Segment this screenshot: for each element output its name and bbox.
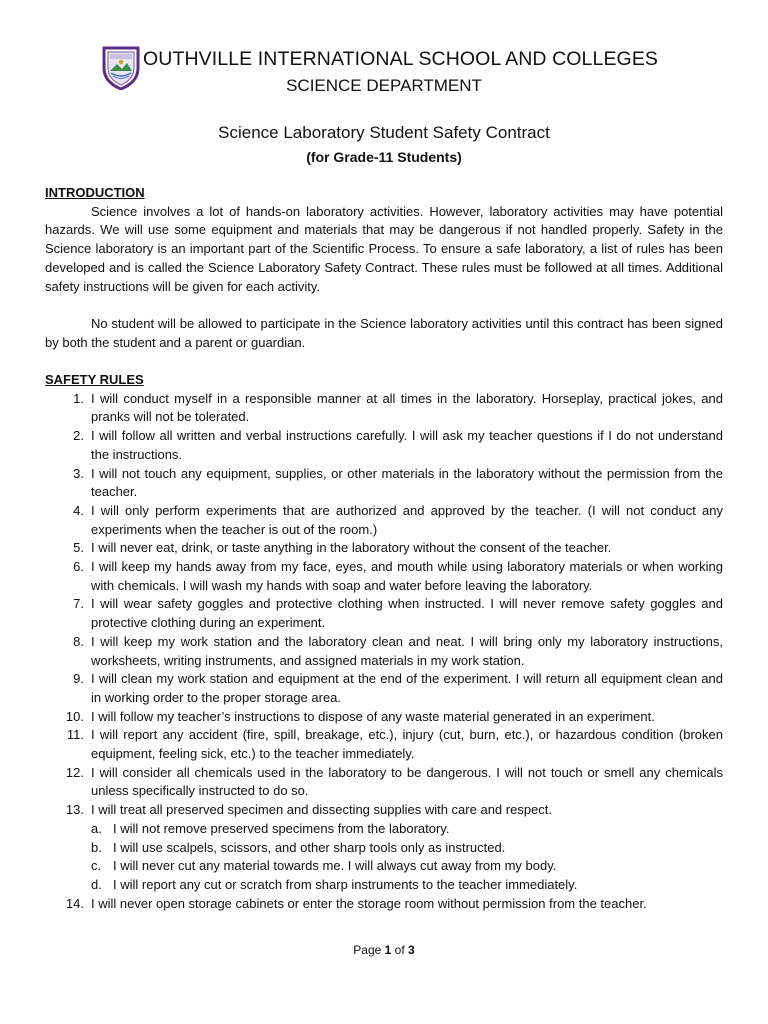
rule-number: 3. bbox=[73, 465, 84, 481]
rule-number: 4. bbox=[73, 502, 84, 518]
school-name: OUTHVILLE INTERNATIONAL SCHOOL AND COLLEGES bbox=[143, 48, 659, 70]
subitem-letter: a. bbox=[91, 820, 102, 836]
subitem-letter: d. bbox=[91, 876, 102, 892]
safety-rule bbox=[45, 633, 723, 670]
rule-number: 14. bbox=[65, 895, 84, 911]
rule-number: 5. bbox=[73, 540, 84, 556]
safety-rule bbox=[45, 558, 723, 595]
safety-rule bbox=[45, 895, 723, 914]
rule-subitem bbox=[91, 876, 723, 895]
safety-rule bbox=[45, 801, 723, 895]
rule-number: 7. bbox=[73, 596, 84, 612]
introduction-paragraph: Science involves a lot of hands-on laboratory activities. However, laboratory activities may have potential hazards. We will use some equipment and materials that may be dangerous if not handled properly. Safety in the Science laboratory is an important part of the Scientific Process. To ensure a safe laboratory, a list of rules has been developed and is called the Science Laboratory Safety Contract. These rules must be followed at all times. Additional safety instructions will be given for each activity. bbox=[45, 203, 723, 294]
safety-rules-heading: SAFETY RULES bbox=[45, 372, 144, 387]
safety-rule bbox=[45, 670, 723, 707]
safety-rule bbox=[45, 539, 723, 558]
rule-text: I will never eat, drink, or taste anything in the laboratory without the consent of the teacher. bbox=[91, 540, 612, 556]
rule-number: 12. bbox=[65, 764, 84, 780]
subitem-text: I will not remove preserved specimens from the laboratory. bbox=[113, 820, 450, 836]
rule-text: I will never open storage cabinets or enter the storage room without permission from the teacher. bbox=[91, 895, 647, 911]
rule-text: I will clean my work station and equipment at the end of the experiment. I will return all equipment clean and in working order to the proper storage area. bbox=[91, 671, 723, 705]
rule-text: I will conduct myself in a responsible manner at all times in the laboratory. Horseplay, practical jokes, and pranks will not be tolerated. bbox=[91, 390, 723, 425]
safety-rule bbox=[45, 502, 723, 539]
introduction-heading: INTRODUCTION bbox=[45, 185, 145, 200]
rule-subitem bbox=[91, 820, 723, 839]
of-label: of bbox=[394, 943, 405, 957]
rule-text: I will only perform experiments that are authorized and approved by the teacher. (I will not conduct any experiments when the teacher is out of the room.) bbox=[91, 502, 723, 537]
safety-rules-list bbox=[45, 390, 723, 914]
total-pages-number: 3 bbox=[408, 943, 415, 957]
rule-13-sublist bbox=[91, 820, 723, 895]
subitem-letter: b. bbox=[91, 839, 102, 855]
rule-text: I will not touch any equipment, supplies, or other materials in the laboratory without the permission from the teacher. bbox=[91, 465, 723, 500]
letterhead bbox=[0, 42, 768, 102]
safety-rule bbox=[45, 465, 723, 502]
rule-number: 1. bbox=[73, 390, 84, 406]
rule-number: 10. bbox=[65, 708, 84, 724]
rule-text: I will wear safety goggles and protective clothing when instructed. I will never remove safety goggles and protective clothing during an experiment. bbox=[91, 596, 723, 631]
rule-text: I will follow all written and verbal instructions carefully. I will ask my teacher questions if I do not understand the instructions. bbox=[91, 428, 723, 462]
rule-text: I will report any accident (fire, spill, breakage, etc.), injury (cut, burn, etc.), or hazardous condition (broken equipment, feeling sick, etc.) to the teacher immediately. bbox=[91, 727, 723, 762]
safety-rule bbox=[45, 595, 723, 632]
rule-number: 9. bbox=[73, 671, 84, 687]
rule-text: I will follow my teacher’s instructions to dispose of any waste material generated in an experiment. bbox=[91, 708, 655, 724]
department-name: SCIENCE DEPARTMENT bbox=[286, 76, 482, 95]
rule-subitem bbox=[91, 857, 723, 876]
safety-rule bbox=[45, 764, 723, 801]
rule-number: 13. bbox=[65, 802, 84, 818]
safety-rule bbox=[45, 708, 723, 727]
rule-number: 6. bbox=[73, 559, 84, 575]
rule-text: I will treat all preserved specimen and dissecting supplies with care and respect. bbox=[91, 802, 553, 818]
safety-rule bbox=[45, 726, 723, 763]
current-page-number: 1 bbox=[384, 943, 392, 957]
rule-text: I will keep my hands away from my face, eyes, and mouth while using laboratory materials or when working with chemicals. I will wash my hands with soap and water before leaving the laboratory. bbox=[91, 559, 723, 593]
rule-subitem bbox=[91, 839, 723, 858]
safety-rule bbox=[45, 427, 723, 464]
document-body bbox=[45, 184, 723, 913]
subitem-text: I will report any cut or scratch from sharp instruments to the teacher immediately. bbox=[113, 876, 578, 892]
subitem-text: I will use scalpels, scissors, and other sharp tools only as instructed. bbox=[113, 839, 506, 855]
page-footer bbox=[0, 943, 768, 957]
document-subtitle: (for Grade-11 Students) bbox=[306, 149, 462, 165]
introduction-paragraph: No student will be allowed to participate in the Science laboratory activities until this contract has been signed by both the student and a parent or guardian. bbox=[45, 315, 723, 350]
subitem-letter: c. bbox=[91, 858, 102, 874]
document-title: Science Laboratory Student Safety Contract bbox=[218, 123, 550, 142]
safety-rule bbox=[45, 390, 723, 427]
rule-number: 2. bbox=[73, 428, 84, 444]
rule-text: I will consider all chemicals used in the laboratory to be dangerous. I will not touch or smell any chemicals unless specifically instructed to do so. bbox=[91, 764, 723, 799]
page-label: Page bbox=[353, 943, 382, 957]
rule-number: 11. bbox=[66, 727, 84, 743]
subitem-text: I will never cut any material towards me. I will always cut away from my body. bbox=[113, 858, 557, 874]
rule-number: 8. bbox=[73, 633, 84, 649]
rule-text: I will keep my work station and the laboratory clean and neat. I will bring only my laboratory instructions, worksheets, writing instruments, and assigned materials in my work station. bbox=[91, 633, 723, 668]
